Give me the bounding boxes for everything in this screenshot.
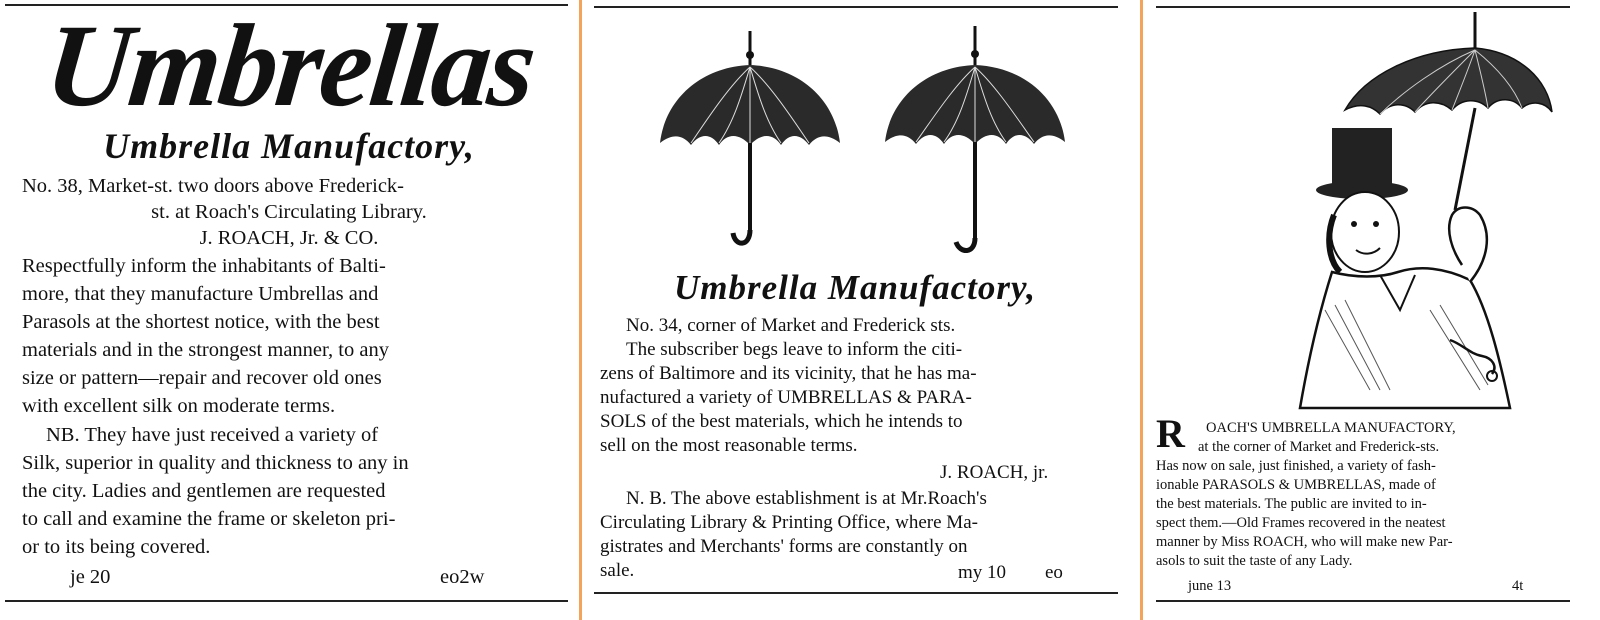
paragraph-line: manner by Miss ROACH, who will make new Par- [1156, 534, 1453, 550]
paragraph-line: N. B. The above establishment is at Mr.Roach's [626, 488, 987, 509]
first-line: OACH'S UMBRELLA MANUFACTORY, [1206, 420, 1456, 436]
paragraph-line: nufactured a variety of UMBRELLAS & PARA- [600, 387, 972, 408]
paragraph-line: the city. Ladies and gentlemen are requested [22, 480, 386, 502]
signature: J. ROACH, jr. [940, 462, 1049, 483]
paragraph-line: Respectfully inform the inhabitants of Balti- [22, 255, 386, 277]
bottom-rule [594, 592, 1118, 594]
paragraph-line: with excellent silk on moderate terms. [22, 395, 336, 417]
paragraph-line: spect them.—Old Frames recovered in the neatest [1156, 515, 1446, 531]
paragraph-line: at the corner of Market and Frederick-sts. [1198, 439, 1440, 455]
paragraph-line: Parasols at the shortest notice, with the best [22, 311, 380, 333]
advertisement-roach-umbrella-manufactory [1150, 0, 1600, 620]
headline: Umbrellas [39, 0, 541, 131]
ad-code: 4t [1512, 578, 1524, 594]
paragraph-line: The subscriber begs leave to inform the citi- [626, 339, 963, 360]
umbrella-illustration-left [655, 25, 845, 255]
ad-code: eo [1045, 562, 1063, 583]
paragraph-line: the best materials. The public are invited to in- [1156, 496, 1427, 512]
paragraph-line: Has now on sale, just finished, a variety of fash- [1156, 458, 1436, 474]
column-separator-right [1140, 0, 1143, 620]
paragraph-line: Silk, superior in quality and thickness to any in [22, 452, 409, 474]
subtitle: Umbrella Manufactory, [674, 268, 1036, 307]
ad-date: je 20 [70, 566, 111, 588]
ad-date: june 13 [1188, 578, 1232, 594]
subtitle: Umbrella Manufactory, [103, 126, 475, 166]
drop-cap: R [1156, 411, 1185, 456]
paragraph-line: materials and in the strongest manner, to any [22, 339, 389, 361]
paragraph-line: to call and examine the frame or skeleton pri- [22, 508, 396, 530]
paragraph-line: zens of Baltimore and its vicinity, that he has ma- [600, 363, 977, 384]
paragraph-line: sell on the most reasonable terms. [600, 435, 858, 456]
ad-date: my 10 [958, 562, 1007, 583]
address-line: No. 34, corner of Market and Frederick sts. [626, 315, 956, 336]
bottom-rule [5, 600, 568, 602]
column-separator-left [579, 0, 582, 620]
advertisement-umbrella-manufactory [590, 0, 1140, 620]
paragraph-line: sale. [600, 560, 635, 581]
top-rule [594, 6, 1118, 8]
address-line-2: st. at Roach's Circulating Library. [151, 201, 427, 223]
umbrella-illustration-right [880, 20, 1070, 260]
bottom-rule [1156, 600, 1570, 602]
paragraph-line: or to its being covered. [22, 536, 211, 558]
paragraph-line: Circulating Library & Printing Office, where Ma- [600, 512, 978, 533]
paragraph-line: more, that they manufacture Umbrellas and [22, 283, 379, 305]
paragraph-line: ionable PARASOLS & UMBRELLAS, made of [1156, 477, 1436, 493]
address-line-1: No. 38, Market-st. two doors above Frederick- [22, 175, 405, 197]
paragraph-line: NB. They have just received a variety of [46, 424, 379, 446]
paragraph-line: SOLS of the best materials, which he intends to [600, 411, 963, 432]
gentleman-with-umbrella-illustration [1230, 10, 1560, 410]
paragraph-line: asols to suit the taste of any Lady. [1156, 553, 1353, 569]
paragraph-line: size or pattern—repair and recover old ones [22, 367, 382, 389]
top-rule [1156, 6, 1570, 8]
paragraph-line: gistrates and Merchants' forms are constantly on [600, 536, 968, 557]
ad-code: eo2w [440, 566, 485, 588]
firm-name: J. ROACH, Jr. & CO. [199, 227, 379, 249]
advertisement-umbrellas [0, 0, 578, 620]
